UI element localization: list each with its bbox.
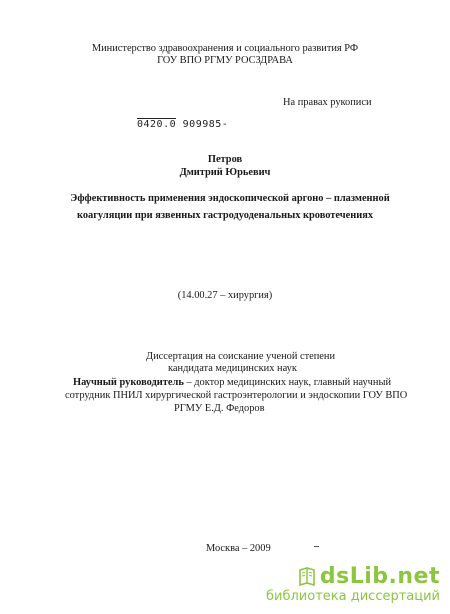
book-icon [298, 567, 316, 587]
specialty-code: (14.00.27 – хирургия) [177, 290, 273, 301]
rights-note: На правах рукописи [283, 97, 372, 108]
watermark-subtitle: библиотека диссертаций [266, 589, 440, 604]
supervisor-line2: сотрудник ПНИЛ хирургической гастроэнтерологии и эндоскопии ГОУ ВПО [65, 390, 408, 401]
university-line: ГОУ ВПО РГМУ РОСЗДРАВА [157, 55, 293, 66]
degree-line1: Диссертация на соискание ученой степени [146, 351, 336, 362]
pen-mark [314, 546, 319, 547]
stamp-number: 909985 [182, 119, 222, 130]
author-surname: Петров [207, 154, 243, 165]
watermark-logo [266, 565, 440, 589]
supervisor-title: – доктор медицинских наук, главный научный [183, 377, 392, 388]
thesis-title-line2: коагуляции при язвенных гастродуоденальных кровотечениях [76, 210, 374, 221]
watermark-brand: dsLib.net [319, 564, 440, 589]
supervisor-label: Научный руководитель [73, 377, 184, 388]
watermark [266, 565, 440, 604]
supervisor-line3: РГМУ Е.Д. Федоров [174, 403, 265, 414]
author-name: Дмитрий Юрьевич [179, 167, 271, 178]
stamp-code: 0420.0 [137, 119, 177, 130]
archive-stamp [137, 118, 228, 130]
degree-line2: кандидата медицинских наук [168, 363, 297, 374]
thesis-title-line1: Эффективность применения эндоскопической аргоно – плазменной [70, 193, 390, 204]
city-year: Москва – 2009 [206, 543, 271, 554]
ministry-line: Министерство здравоохранения и социального развития РФ [91, 43, 359, 54]
stamp-tail: - [221, 119, 229, 130]
supervisor-line1 [73, 376, 391, 389]
